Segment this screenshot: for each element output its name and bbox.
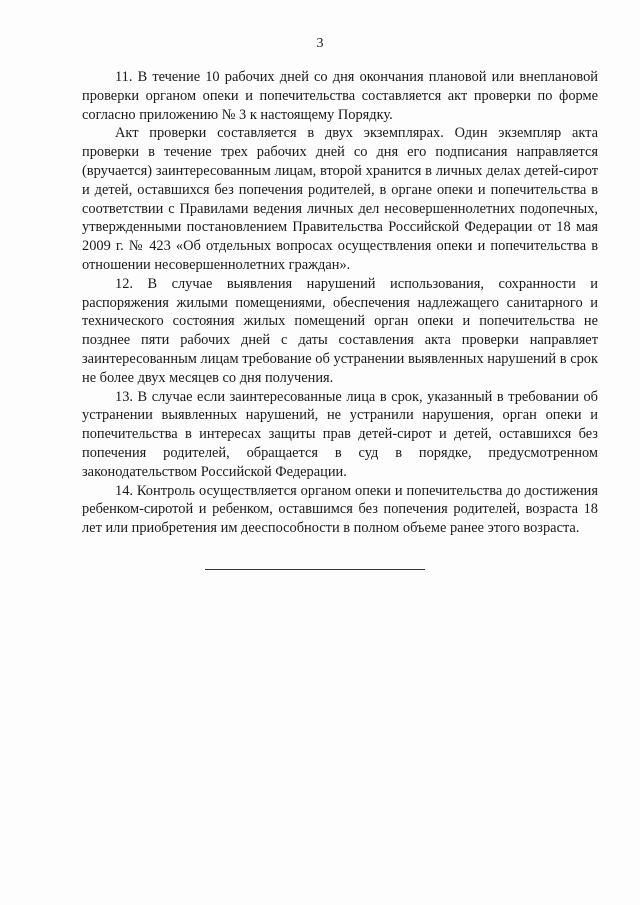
paragraph-item-12: 12. В случае выявления нарушений использования, сохранности и распоряжения жилыми помещениями, обеспечения надлежащего санитарного и технического состояния жилых помещений орган опеки и попечительства не позднее пяти рабочих дней с даты составления акта проверки направляет заинтересованным лицам требование об устранении выявленных нарушений в срок не более двух месяцев со дня получения. <box>82 275 598 386</box>
document-body <box>82 68 598 538</box>
page-number: 3 <box>316 36 324 51</box>
paragraph-item-13: 13. В случае если заинтересованные лица в срок, указанный в требовании об устранении выявленных нарушений, не устранили нарушения, орган опеки и попечительства в интересах защиты прав детей-сирот и детей, оставшихся без попечения родителей, обращается в суд в порядке, предусмотренном законодательством Российской Федерации. <box>82 388 598 480</box>
paragraph-inspection-act: Акт проверки составляется в двух экземплярах. Один экземпляр акта проверки в течение трех рабочих дней со дня его подписания направляется (вручается) заинтересованным лицам, второй хранится в личных делах детей-сирот и детей, оставшихся без попечения родителей, в органе опеки и попечительства в соответствии с Правилами ведения личных дел несовершеннолетних подопечных, утвержденными постановлением Правительства Российской Федерации от 18 мая 2009 г. № 423 «Об отдельных вопросах осуществления опеки и попечительства в отношении несовершеннолетних граждан». <box>82 125 598 273</box>
paragraph-item-11: 11. В течение 10 рабочих дней со дня окончания плановой или внеплановой проверки органом опеки и попечительства составляется акт проверки по форме согласно приложению № 3 к настоящему Порядку. <box>82 69 598 123</box>
paragraph-item-14: 14. Контроль осуществляется органом опеки и попечительства до достижения ребенком-сиротой и ребенком, оставшимся без попечения родителей, возраста 18 лет или приобретения им дееспособности в полном объеме ранее этого возраста. <box>82 482 598 537</box>
end-separator-line <box>205 569 425 570</box>
